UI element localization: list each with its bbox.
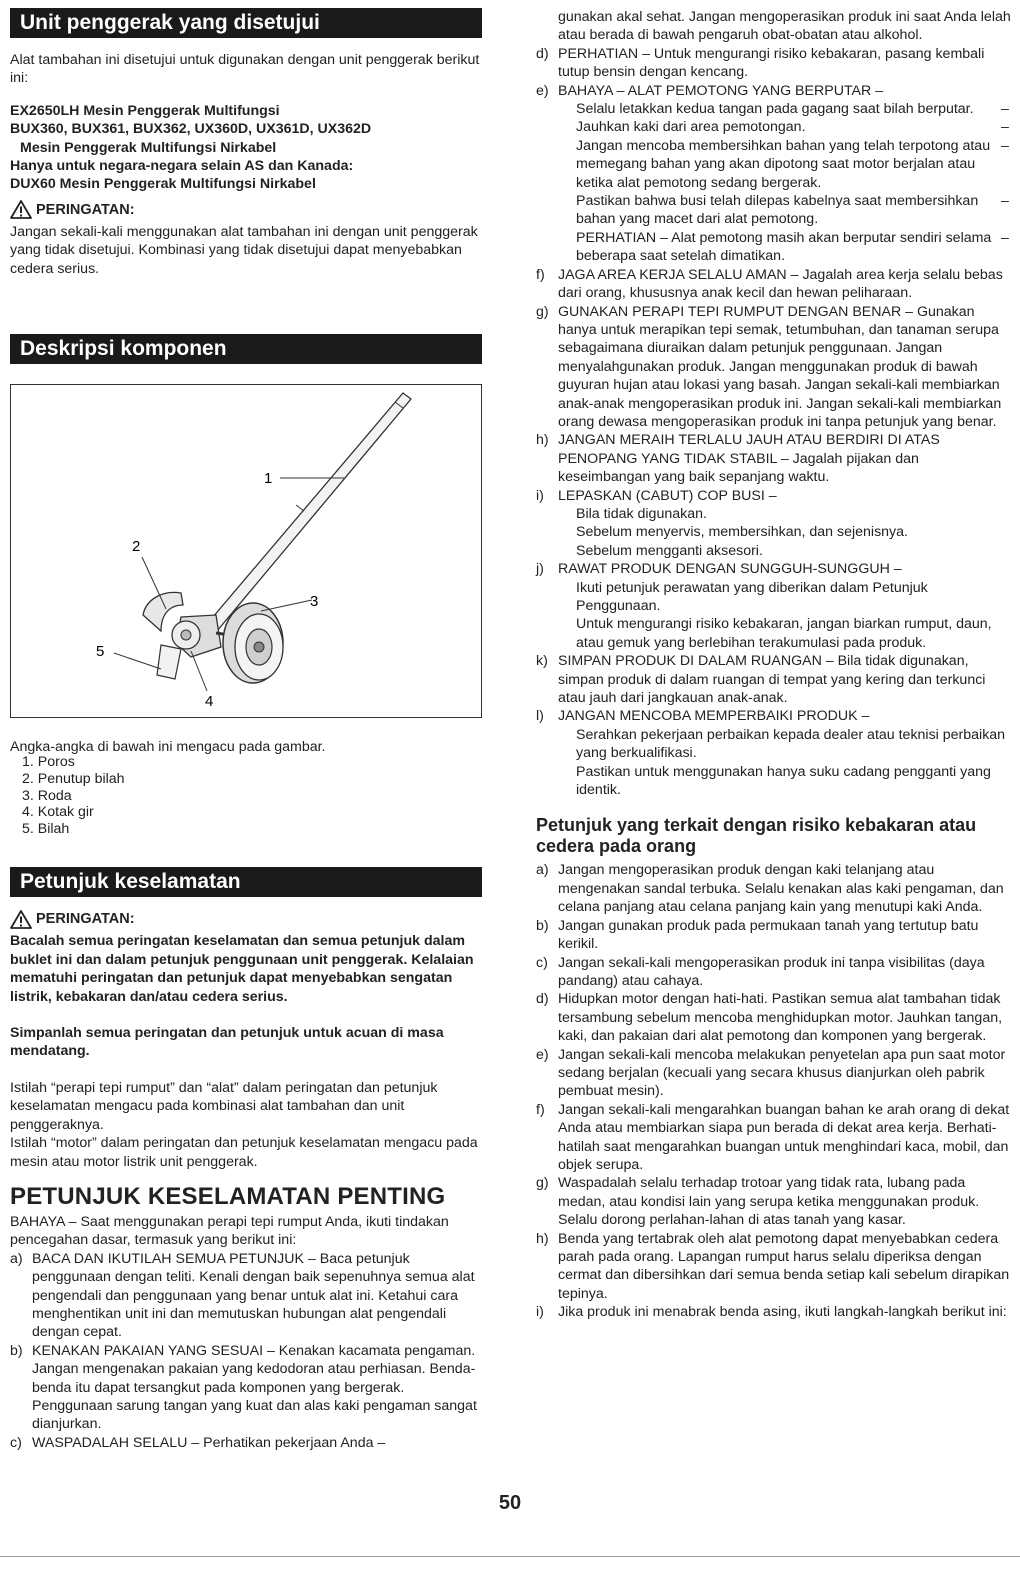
list-item: h) JANGAN MERAIH TERLALU JAUH ATAU BERDIRI DI ATAS PENOPANG YANG TIDAK STABIL – Jagalah pijakan dan keseimbangan yang baik sepanjang waktu. bbox=[536, 432, 940, 486]
warning-heading bbox=[10, 909, 482, 929]
model-line: Hanya untuk negara-negara selain AS dan Kanada: bbox=[10, 158, 354, 175]
shaft-shape bbox=[207, 393, 411, 631]
right-column bbox=[536, 8, 1012, 1322]
part-item: 1. Poros bbox=[22, 754, 75, 771]
list-item: c) Jangan sekali-kali mengoperasikan produk ini tanpa visibilitas (daya pandang) atau cahaya. bbox=[536, 954, 985, 989]
list-item: c) WASPADALAH SELALU – Perhatikan pekerjaan Anda – bbox=[10, 1434, 386, 1451]
list-item: g) GUNAKAN PERAPI TEPI RUMPUT DENGAN BENAR – Gunakan hanya untuk merapikan tepi semak, tetumbuhan, dan tanaman serupa sebagaimana diuraikan dalam petunjuk penggunaan. Jangan menyalahgunakan produk. Jangan menggunakan produk di bawah guyuran hujan atau lokasi yang basah. Jangan sekali-kali membiarkan anak-anak mengoperasikan produk ini. Jangan sekali-kali membiarkan orang dewasa mengoperasikan produk ini tanpa petunjuk yang benar. bbox=[536, 303, 1002, 430]
figure-label-1: 1 bbox=[264, 470, 273, 488]
warning-triangle-icon bbox=[10, 200, 32, 219]
section-title-safety: Petunjuk keselamatan bbox=[10, 867, 482, 897]
safety-bold-warning: Bacalah semua peringatan keselamatan dan semua petunjuk dalam buklet ini dan dalam petunjuk penggunaan unit penggerak. Kelalaian mematuhi peringatan dan petunjuk dapat menyebabkan sengatan listrik, kebakaran dan/atau cedera serius. bbox=[10, 933, 474, 1005]
approved-warning-text: Jangan sekali-kali menggunakan alat tambahan ini dengan unit penggerak yang tidak disetujui. Kombinasi yang tidak disetujui dapat menyebabkan cedera serius. bbox=[10, 223, 478, 277]
warning-label: PERINGATAN: bbox=[36, 911, 135, 928]
footer-divider bbox=[0, 1556, 1020, 1557]
list-item: b) KENAKAN PAKAIAN YANG SESUAI – Kenakan kacamata pengaman. Jangan mengenakan pakaian yang kedodoran atau perhiasan. Benda-benda itu dapat tersangkut pada komponen yang bergerak. Penggunaan sarung tangan yang kuat dan alas kaki pengaman sangat dianjurkan. bbox=[10, 1342, 477, 1433]
part-item: 3. Roda bbox=[22, 787, 72, 804]
list-item: g) Waspadalah selalu terhadap trotoar yang tidak rata, lubang pada medan, atau kondisi lain yang serupa ketika menggunakan produk. Selalu dorong perlahan-lahan di atas tanah yang kasar. bbox=[536, 1175, 980, 1229]
list-item: e) Jangan sekali-kali mencoba melakukan penyetelan apa pun saat motor sedang berjalan (kecuali yang secara khusus dianjurkan oleh pabrik pembuat mesin). bbox=[536, 1046, 1006, 1100]
parts-list bbox=[10, 754, 482, 837]
figure-label-5: 5 bbox=[96, 643, 105, 661]
sub-item: Pastikan bahwa busi telah dilepas kabelnya saat membersihkan bahan yang macet dari alat pemotong. – bbox=[576, 193, 1009, 228]
list-item: d) Hidupkan motor dengan hati-hati. Pastikan semua alat tambahan tidak tersambung sebelum mencoba menghidupkan motor. Jauhkan tangan, kaki, dan pakaian dari alat pemotong dan komponen yang bergerak. bbox=[536, 991, 1003, 1045]
list-item: i) LEPASKAN (CABUT) COP BUSI – bbox=[536, 487, 777, 504]
left-column bbox=[10, 8, 482, 1452]
sub-item: PERHATIAN – Alat pemotong masih akan berputar sendiri selama beberapa saat setelah dimatikan. – bbox=[576, 229, 1009, 265]
model-line: BUX360, BUX361, BUX362, UX360D, UX361D, UX362D bbox=[10, 121, 372, 138]
list-item: k) SIMPAN PRODUK DI DALAM RUANGAN – Bila tidak digunakan, simpan produk di dalam ruangan di tempat yang kering dan terkunci atau jauh dari jangkauan anak-anak. bbox=[536, 653, 986, 707]
list-item: j) RAWAT PRODUK DENGAN SUNGGUH-SUNGGUH – bbox=[536, 561, 902, 578]
important-safety-intro: BAHAYA – Saat menggunakan perapi tepi rumput Anda, ikuti tindakan pencegahan dasar, termasuk yang berikut ini: bbox=[10, 1213, 449, 1249]
sub-list bbox=[536, 505, 1012, 560]
list-item: a) Jangan mengoperasikan produk dengan kaki telanjang atau mengenakan sandal terbuka. Selalu kenakan alas kaki pengaman, dan celana panjang atau celana panjang kain yang menutupi kaki Anda. bbox=[536, 862, 1004, 916]
list-item: l) JANGAN MENCOBA MEMPERBAIKI PRODUK – bbox=[536, 708, 870, 725]
model-line: EX2650LH Mesin Penggerak Multifungsi bbox=[10, 102, 280, 119]
sub-item: Untuk mengurangi risiko kebakaran, jangan biarkan rumput, daun, atau gemuk yang berlebihan terakumulasi pada produk. bbox=[576, 616, 992, 651]
sub-item: Ikuti petunjuk perawatan yang diberikan dalam Petunjuk Penggunaan. bbox=[576, 579, 928, 614]
list-item: f) Jangan sekali-kali mengarahkan buangan bahan ke arah orang di dekat Anda atau membiarkan siapa pun berada di dekat area kerja. Berhati-hatilah saat mengarahkan buangan untuk menghindari kaca, mobil, dan objek serupa. bbox=[536, 1101, 1010, 1173]
page-number: 50 bbox=[498, 1492, 522, 1514]
sub-item: Pastikan untuk menggunakan hanya suku cadang pengganti yang identik. bbox=[576, 763, 991, 799]
list-item: h) Benda yang tertabrak oleh alat pemotong dapat menyebabkan cedera parah pada orang. Lapangan rumput harus selalu diperiksa dengan cermat dan dibersihkan dari semua benda setiap kali sebelum dirapikan tepinya. bbox=[536, 1230, 1010, 1302]
item-c-continuation: gunakan akal sehat. Jangan mengoperasikan produk ini saat Anda lelah atau berada di bawah pengaruh obat-obatan atau alkohol. bbox=[558, 9, 1011, 44]
warning-triangle-icon bbox=[10, 910, 32, 929]
warning-label: PERINGATAN: bbox=[36, 201, 135, 218]
fire-injury-heading: Petunjuk yang terkait dengan risiko kebakaran atau cedera pada orang bbox=[536, 815, 977, 857]
safety-keep-notice: Simpanlah semua peringatan dan petunjuk untuk acuan di masa mendatang. bbox=[10, 1025, 444, 1060]
important-safety-title: PETUNJUK KESELAMATAN PENTING bbox=[10, 1182, 446, 1210]
figure-label-4: 4 bbox=[205, 693, 214, 711]
approved-intro: Alat tambahan ini disetujui untuk digunakan dengan unit penggerak berikut ini: bbox=[10, 52, 480, 87]
warning-heading bbox=[10, 200, 482, 220]
part-item: 2. Penutup bilah bbox=[22, 771, 125, 788]
figure-label-3: 3 bbox=[310, 593, 319, 611]
part-item: 5. Bilah bbox=[22, 820, 70, 837]
figure-label-2: 2 bbox=[132, 538, 141, 556]
model-line: Mesin Penggerak Multifungsi Nirkabel bbox=[20, 139, 277, 156]
section-title-components: Deskripsi komponen bbox=[10, 334, 482, 364]
sub-item: Selalu letakkan kedua tangan pada gagang saat bilah berputar. – bbox=[576, 101, 1009, 118]
list-item: d) PERHATIAN – Untuk mengurangi risiko kebakaran, pasang kembali tutup bensin dengan kencang. bbox=[536, 45, 985, 81]
list-item: f) JAGA AREA KERJA SELALU AMAN – Jagalah area kerja selalu bebas dari orang, khususnya anak kecil dan hewan peliharaan. bbox=[536, 266, 1003, 302]
sub-item: Bila tidak digunakan. bbox=[576, 505, 707, 522]
important-safety-list bbox=[10, 1250, 482, 1452]
part-item: 4. Kotak gir bbox=[22, 804, 94, 821]
section-title-approved-units: Unit penggerak yang disetujui bbox=[10, 8, 482, 38]
lawn-edger-illustration bbox=[11, 385, 481, 717]
list-item: e) BAHAYA – ALAT PEMOTONG YANG BERPUTAR – bbox=[536, 82, 884, 99]
sub-list bbox=[536, 726, 1012, 800]
sub-item: Sebelum mengganti aksesori. bbox=[576, 542, 763, 559]
term-definition-edger: Istilah “perapi tepi rumput” dan “alat” dalam peringatan dan petunjuk keselamatan mengacu pada kombinasi alat tambahan dan unit penggeraknya. bbox=[10, 1079, 438, 1133]
sub-list bbox=[536, 100, 1012, 266]
model-line: DUX60 Mesin Penggerak Multifungsi Nirkabel bbox=[10, 176, 316, 193]
term-definition-motor: Istilah “motor” dalam peringatan dan petunjuk keselamatan mengacu pada mesin atau motor listrik unit penggerak. bbox=[10, 1135, 478, 1170]
list-item: b) Jangan gunakan produk pada permukaan tanah yang tertutup batu kerikil. bbox=[536, 917, 979, 953]
sub-item: Serahkan pekerjaan perbaikan kepada dealer atau teknisi perbaikan yang berkualifikasi. bbox=[576, 726, 1006, 762]
component-figure bbox=[10, 384, 482, 718]
sub-list bbox=[536, 579, 1012, 653]
list-item: a) BACA DAN IKUTILAH SEMUA PETUNJUK – Baca petunjuk penggunaan dengan teliti. Kenali dengan baik sepenuhnya semua alat pengendali dan penggunaan yang benar untuk alat ini. Ketahui cara menghentikan unit ini dan memutuskan hubungan alat pengendali dengan cepat. bbox=[10, 1250, 475, 1341]
sub-item: Sebelum menyervis, membersihkan, dan sejenisnya. bbox=[576, 524, 908, 541]
sub-item: Jangan mencoba membersihkan bahan yang telah terpotong atau memegang bahan yang akan dipotong saat motor berjalan atau ketika alat pemotong sedang bergerak. – bbox=[576, 137, 1009, 191]
blade-shape bbox=[157, 645, 181, 679]
sub-item: Jauhkan kaki dari area pemotongan. – bbox=[576, 119, 1009, 136]
list-item: i) Jika produk ini menabrak benda asing, ikuti langkah-langkah berikut ini: bbox=[536, 1304, 1007, 1321]
parts-intro: Angka-angka di bawah ini mengacu pada gambar. bbox=[10, 739, 326, 756]
model-list bbox=[10, 102, 482, 194]
fire-injury-list bbox=[536, 861, 1012, 1321]
